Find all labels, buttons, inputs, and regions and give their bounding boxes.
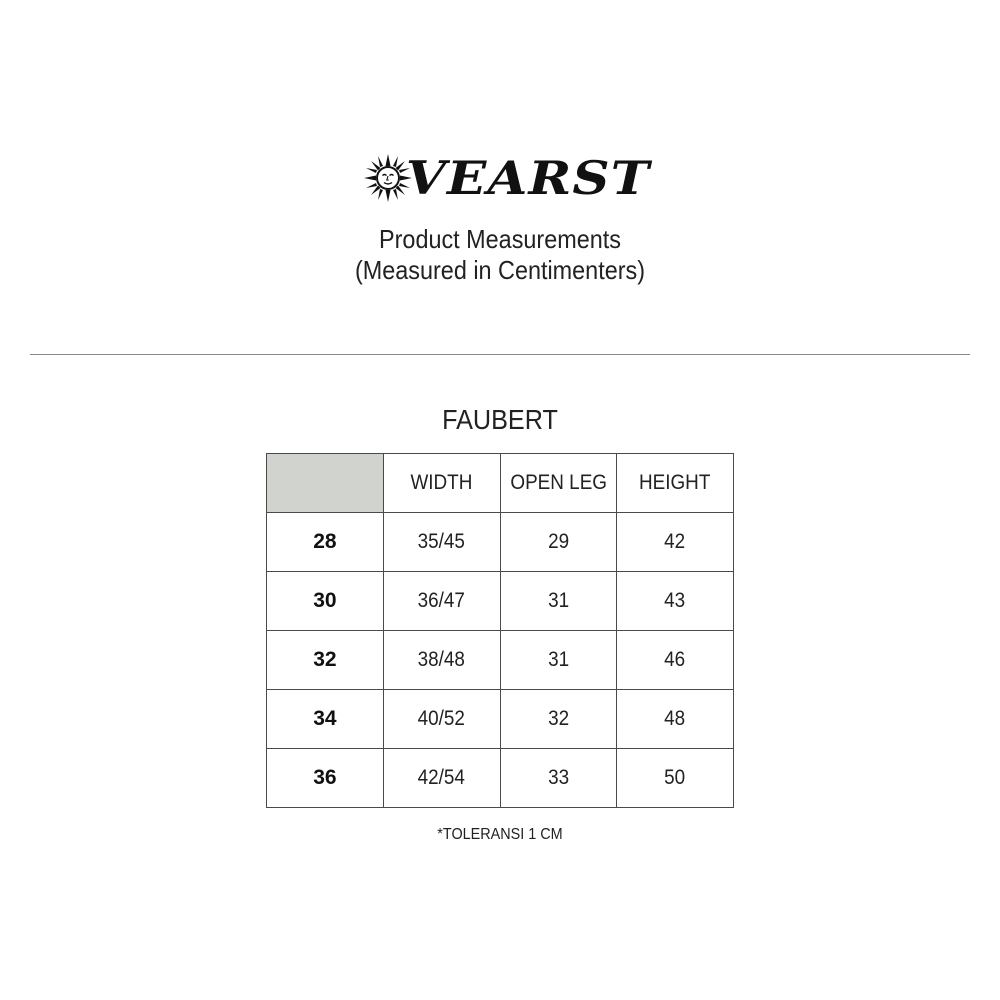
height-cell: 46 [617, 631, 734, 690]
size-label: 30 [267, 572, 384, 631]
open-leg-cell: 31 [500, 572, 617, 631]
brand-header [0, 150, 1000, 206]
width-cell: 40/52 [383, 690, 500, 749]
table-corner-cell [267, 454, 384, 513]
open-leg-cell: 32 [500, 690, 617, 749]
size-label: 34 [267, 690, 384, 749]
width-cell: 35/45 [383, 513, 500, 572]
size-label: 36 [267, 749, 384, 808]
table-row [267, 572, 734, 631]
column-header-width: WIDTH [383, 454, 500, 513]
table-row [267, 513, 734, 572]
divider [30, 354, 970, 355]
height-cell: 43 [617, 572, 734, 631]
brand-name: VEARST [405, 151, 651, 205]
height-cell: 48 [617, 690, 734, 749]
table-row [267, 749, 734, 808]
size-label: 28 [267, 513, 384, 572]
width-cell: 42/54 [383, 749, 500, 808]
open-leg-cell: 31 [500, 631, 617, 690]
table-header-row [267, 454, 734, 513]
column-header-open-leg: OPEN LEG [500, 454, 617, 513]
open-leg-cell: 29 [500, 513, 617, 572]
product-name: FAUBERT [442, 404, 558, 435]
table-row [267, 631, 734, 690]
page-title: Product Measurements [379, 224, 621, 254]
open-leg-cell: 33 [500, 749, 617, 808]
size-label: 32 [267, 631, 384, 690]
page-subtitle: (Measured in Centimenters) [354, 255, 645, 285]
size-table [266, 453, 734, 808]
table-row [267, 690, 734, 749]
height-cell: 42 [617, 513, 734, 572]
brand-logo [363, 151, 651, 205]
width-cell: 36/47 [383, 572, 500, 631]
height-cell: 50 [617, 749, 734, 808]
column-header-height: HEIGHT [617, 454, 734, 513]
width-cell: 38/48 [383, 631, 500, 690]
tolerance-note: *TOLERANSI 1 CM [437, 826, 563, 843]
